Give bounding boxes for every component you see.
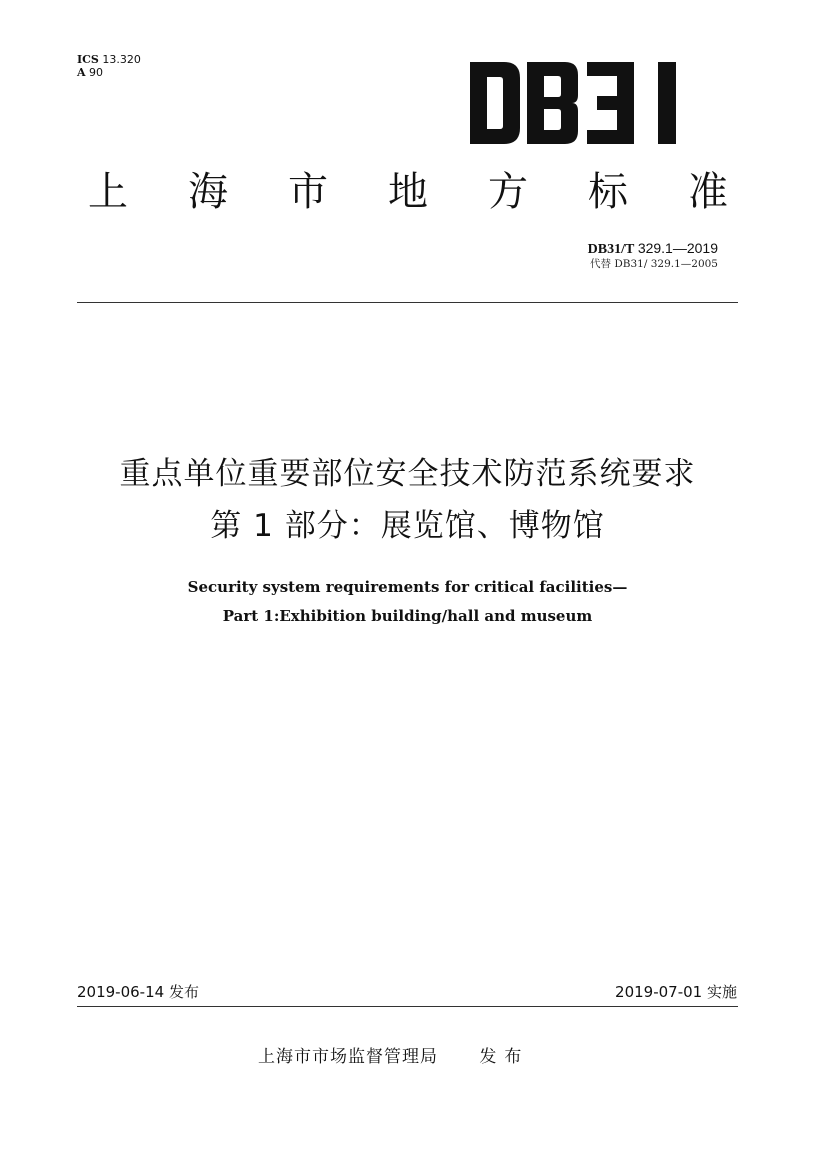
standard-code	[588, 240, 718, 258]
db31-logo	[470, 62, 692, 144]
implementation-date: 2019-07-01 实施	[615, 983, 737, 1001]
logo-letter-d	[470, 62, 520, 144]
title-cn-line2: 第 1 部分：展览馆、博物馆	[210, 508, 605, 544]
logo-digit-3	[587, 62, 634, 144]
publisher-name: 上海市市场监督管理局	[258, 1047, 438, 1067]
standard-type-char: 方	[488, 169, 528, 215]
standard-type-char: 标	[588, 169, 628, 215]
standard-type-title	[88, 166, 728, 218]
standard-type-char: 市	[288, 169, 328, 215]
title-en-line2: Part 1:Exhibition building/hall and museum	[222, 607, 593, 625]
ics-label: ICS	[77, 53, 99, 66]
logo-digit-1	[658, 62, 676, 144]
issue-date: 2019-06-14 发布	[77, 983, 199, 1001]
publisher-row	[258, 1045, 529, 1069]
ccs-label: A	[77, 66, 86, 79]
title-cn-line1: 重点单位重要部位安全技术防范系统要求	[119, 456, 696, 492]
standard-type-char: 地	[388, 169, 428, 215]
header-divider	[77, 302, 738, 303]
standard-type-char: 上	[88, 169, 128, 215]
footer-divider	[77, 1006, 738, 1007]
title-en-line1: Security system requirements for critical facilities—	[187, 578, 628, 596]
publish-label: 发布	[479, 1047, 530, 1067]
ccs-code: 90	[89, 66, 104, 79]
standard-type-char: 准	[688, 169, 728, 215]
replaces-note: 代替 DB31/ 329.1—2005	[590, 258, 718, 270]
code-prefix: DB31/T	[587, 242, 635, 257]
ics-line	[77, 53, 141, 66]
ccs-line	[77, 66, 141, 79]
code-number: 329.1—2019	[637, 240, 718, 256]
ics-code: 13.320	[102, 53, 141, 66]
standard-type-char: 海	[188, 169, 228, 215]
classification-codes	[77, 53, 141, 79]
standard-code-block	[588, 240, 718, 271]
logo-letter-b	[527, 62, 578, 144]
